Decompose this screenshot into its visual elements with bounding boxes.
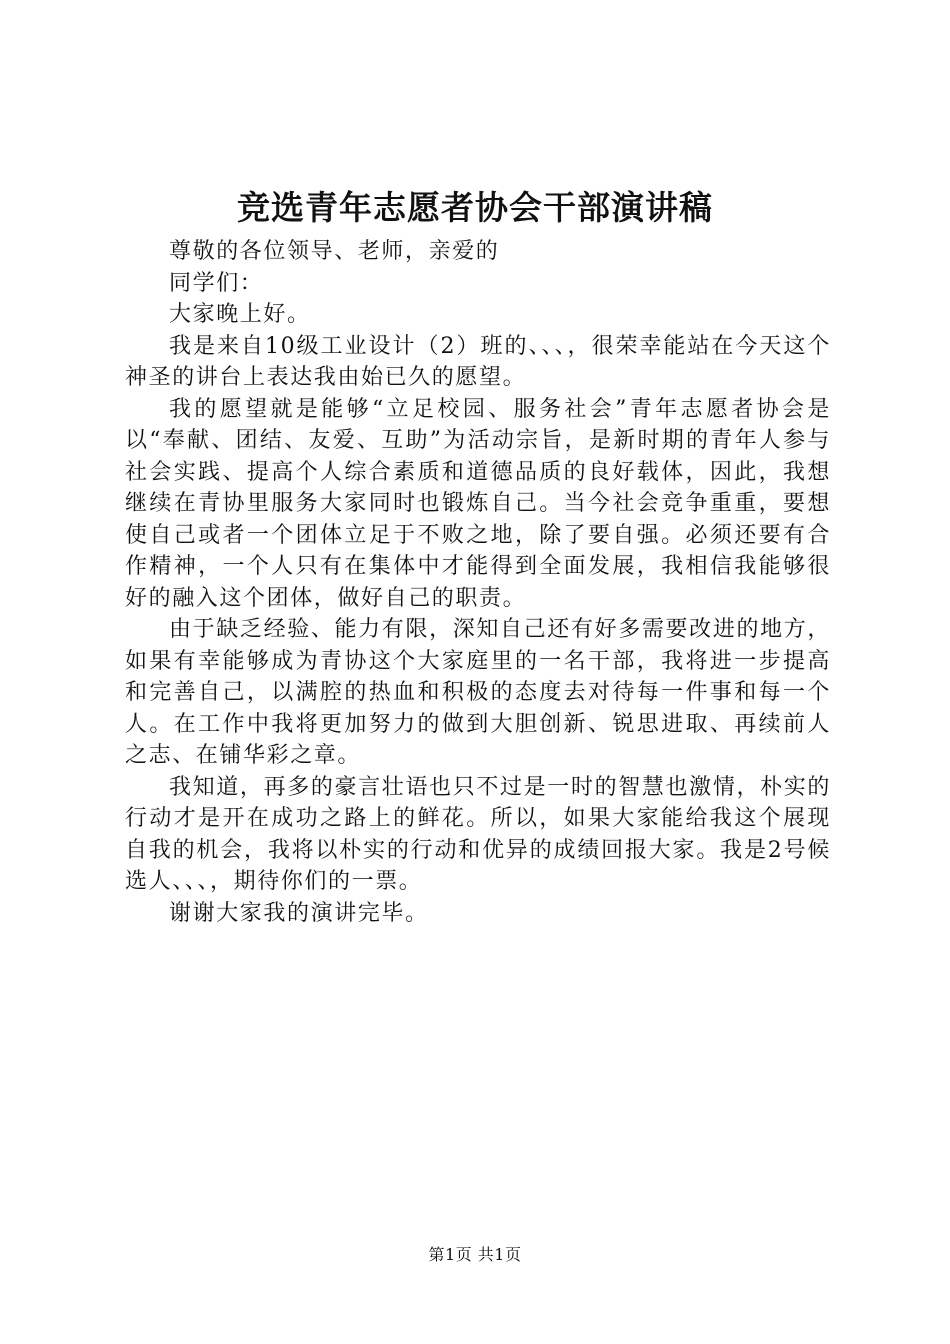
greeting: 大家晚上好。 [169, 302, 311, 327]
paragraph-introduction: 我是来自10级工业设计（2）班的、、、，很荣幸能站在今天这个神圣的讲台上表达我由始已久的愿望。 [125, 333, 831, 390]
document-body [125, 236, 831, 929]
document-title: 竞选青年志愿者协会干部演讲稿 [237, 188, 713, 227]
page-number-footer: 第1页 共1页 [428, 1245, 522, 1264]
salutation-line-2: 同学们： [169, 270, 264, 296]
paragraph-commitment: 由于缺乏经验、能力有限，深知自己还有好多需要改进的地方，如果有幸能够成为青协这个大家庭里的一名干部，我将进一步提高和完善自己，以满腔的热血和积极的态度去对待每一件事和每一个人。在工作中我将更加努力的做到大胆创新、锐思进取、再续前人之志、在铺华彩之章。 [125, 617, 831, 768]
paragraph-thanks: 谢谢大家我的演讲完毕。 [169, 900, 429, 926]
salutation-line-1: 尊敬的各位领导、老师，亲爱的 [169, 239, 500, 264]
paragraph-aspiration: 我的愿望就是能够“立足校园、服务社会”青年志愿者协会是以“奉献、团结、友爱、互助”为活动宗旨，是新时期的青年人参与社会实践、提高个人综合素质和道德品质的良好载体，因此，我想继续在青协里服务大家同时也锻炼自己。当今社会竞争重重，要想使自己或者一个团体立足于不败之地，除了要自强。必须还要有合作精神，一个人只有在集体中才能得到全面发展，我相信我能够很好的融入这个团体，做好自己的职责。 [125, 396, 831, 611]
paragraph-closing-appeal: 我知道，再多的豪言壮语也只不过是一时的智慧也激情，朴实的行动才是开在成功之路上的鲜花。所以，如果大家能给我这个展现自我的机会，我将以朴实的行动和优异的成绩回报大家。我是2号候选人、、、，期待你们的一票。 [125, 774, 831, 894]
